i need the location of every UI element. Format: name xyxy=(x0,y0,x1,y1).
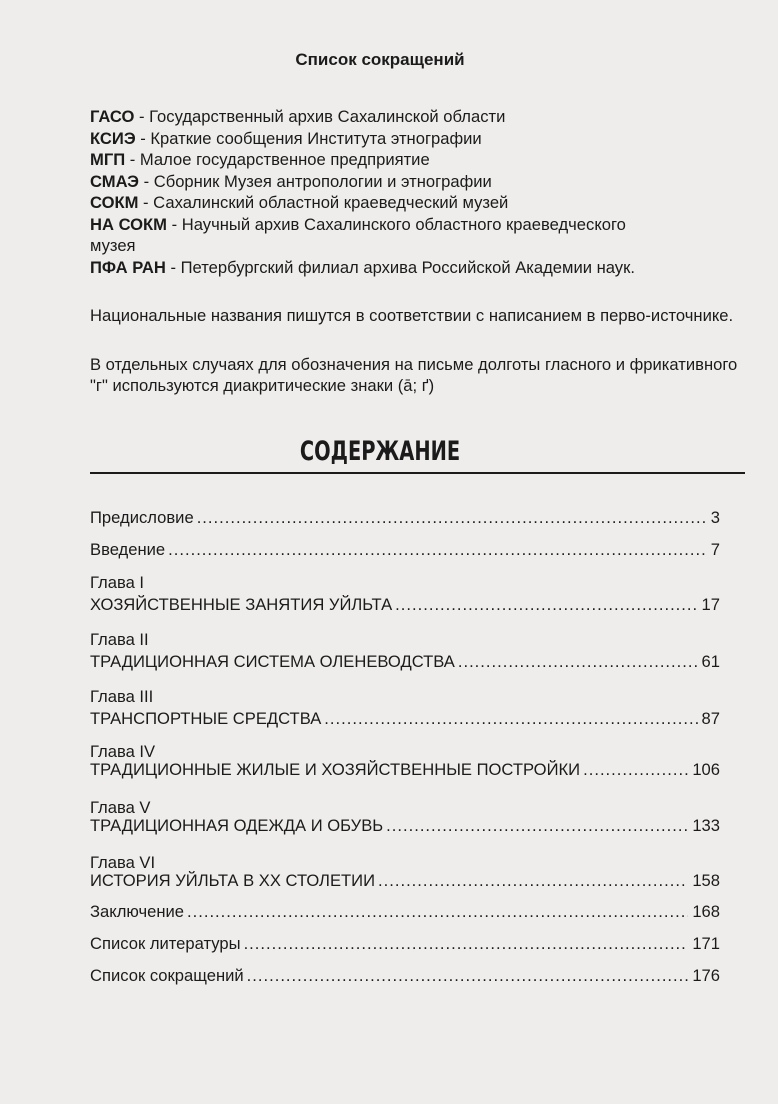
toc-entry[interactable] xyxy=(90,902,720,922)
dot-leader xyxy=(168,540,707,560)
abbreviation-item xyxy=(90,214,740,257)
toc-entry[interactable] xyxy=(90,508,720,528)
abbr-text: - Сборник Музея антропологии и этнографии xyxy=(138,171,492,191)
abbr-text: - Сахалинский областной краеведческий музей xyxy=(138,193,509,212)
abbr: МГП xyxy=(90,150,126,169)
chapter-label: Глава III xyxy=(90,687,154,706)
chapter-label: Глава II xyxy=(90,630,149,649)
abbreviation-item xyxy=(90,192,508,214)
toc-page: 7 xyxy=(710,540,720,559)
toc-page: 17 xyxy=(701,595,720,614)
dot-leader xyxy=(244,934,689,954)
toc-entry-title: ХОЗЯЙСТВЕННЫЕ ЗАНЯТИЯ УЙЛЬТА xyxy=(90,595,393,614)
dot-leader xyxy=(378,871,688,891)
abbreviation-item xyxy=(90,149,430,171)
dot-leader xyxy=(458,652,698,672)
abbr-text: - Краткие сообщения Института этнографии xyxy=(135,128,482,148)
toc-entry-title: Заключение xyxy=(90,902,184,921)
abbr: НА СОКМ xyxy=(90,214,168,234)
dot-leader xyxy=(583,760,688,780)
dot-leader xyxy=(324,709,697,729)
dot-leader xyxy=(395,595,697,615)
chapter-label: Глава V xyxy=(90,798,151,817)
toc-entry-title: ТРАДИЦИОННЫЕ ЖИЛЫЕ И ХОЗЯЙСТВЕННЫЕ ПОСТРОЙКИ xyxy=(90,760,581,779)
toc-entry[interactable] xyxy=(90,966,720,986)
toc-page: 3 xyxy=(710,508,720,527)
toc-entry-title: ТРАДИЦИОННАЯ СИСТЕМА ОЛЕНЕВОДСТВА xyxy=(90,652,455,671)
note-paragraph: Национальные названия пишутся в соответствии с написанием в перво-источнике. xyxy=(90,306,734,325)
abbr-text: - Государственный архив Сахалинской области xyxy=(134,107,506,126)
dot-leader xyxy=(197,508,707,528)
abbr-text: - Малое государственное предприятие xyxy=(125,150,430,169)
chapter-label: Глава IV xyxy=(90,742,156,761)
abbreviation-item xyxy=(90,128,482,150)
toc-entry[interactable] xyxy=(90,540,720,560)
dot-leader xyxy=(247,966,689,986)
toc-entry-title: Список литературы xyxy=(90,934,241,953)
toc-entry-title: Введение xyxy=(90,540,166,559)
toc-page: 171 xyxy=(692,934,720,953)
abbreviation-item xyxy=(90,171,492,193)
toc-title: СОДЕРЖАНИЕ xyxy=(299,436,461,467)
toc-page: 168 xyxy=(692,902,720,921)
toc-page: 87 xyxy=(701,709,720,728)
toc-entry-title: ТРАДИЦИОННАЯ ОДЕЖДА И ОБУВЬ xyxy=(90,816,384,835)
abbreviation-item xyxy=(90,106,505,128)
toc-entry[interactable] xyxy=(90,934,720,954)
toc-entry-title: Список сокращений xyxy=(90,966,244,985)
chapter-label: Глава VI xyxy=(90,853,156,872)
toc-page: 106 xyxy=(692,760,720,779)
abbr: ПФА РАН xyxy=(90,257,166,277)
toc-page: 176 xyxy=(692,966,720,985)
abbr-text: - Петербургский филиал архива Российской Академии наук. xyxy=(165,257,635,277)
abbr-text-cont: музея xyxy=(90,236,136,255)
abbr-text: - Научный архив Сахалинского областного краеведческого xyxy=(167,214,626,234)
abbreviations-title: Список сокращений xyxy=(295,50,465,69)
abbreviation-item xyxy=(90,257,635,279)
dot-leader xyxy=(187,902,688,922)
toc-page: 61 xyxy=(701,652,720,671)
toc-entry[interactable] xyxy=(90,760,720,780)
toc-page: 133 xyxy=(692,816,720,835)
note-paragraph: В отдельных случаях для обозначения на письме долготы гласного и фрикативного "г" используются диакритические знаки (ā; ґ) xyxy=(90,355,738,395)
toc-entry[interactable] xyxy=(90,709,720,729)
toc-entry-title: Предисловие xyxy=(90,508,194,527)
divider xyxy=(90,472,745,474)
abbr: КСИЭ xyxy=(90,128,136,148)
abbr: СОКМ xyxy=(90,193,139,212)
toc-page: 158 xyxy=(692,871,720,890)
toc-entry[interactable] xyxy=(90,595,720,615)
toc-entry-title: ИСТОРИЯ УЙЛЬТА В XX СТОЛЕТИИ xyxy=(90,871,376,890)
toc-entry[interactable] xyxy=(90,652,720,672)
dot-leader xyxy=(386,816,688,836)
abbr: ГАСО xyxy=(90,107,135,126)
toc-entry[interactable] xyxy=(90,871,720,891)
toc-entry-title: ТРАНСПОРТНЫЕ СРЕДСТВА xyxy=(90,709,322,728)
chapter-label: Глава I xyxy=(90,573,145,592)
abbr: СМАЭ xyxy=(90,171,139,191)
toc-entry[interactable] xyxy=(90,816,720,836)
